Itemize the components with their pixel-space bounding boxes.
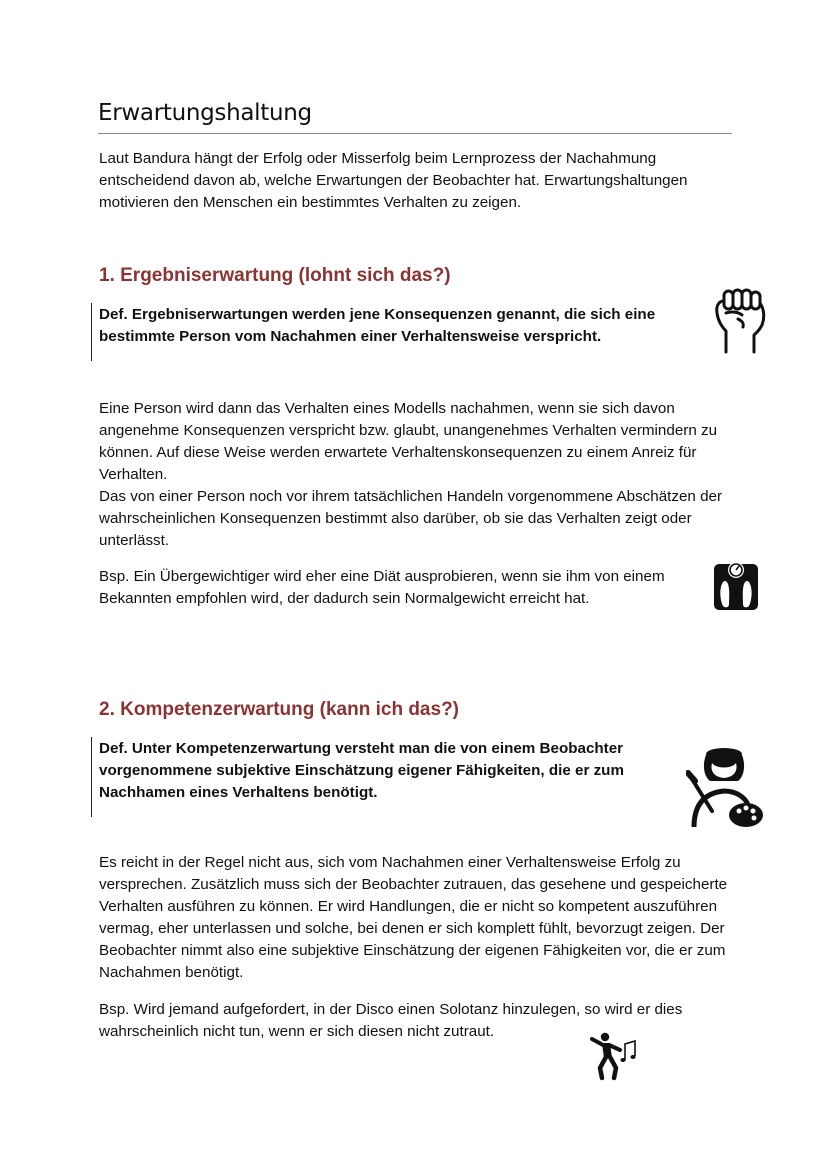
example-kompetenzerwartung: Bsp. Wird jemand aufgefordert, in der Disco einen Solotanz hinzulegen, so wird er dies wahrscheinlich nicht tun, wenn er sich diesen nicht zutraut. bbox=[99, 1001, 683, 1040]
definition-ergebniserwartung: Def. Ergebniserwartungen werden jene Konsequenzen genannt, die sich eine bestimmte Person vom Nachahmen einer Verhaltensweise verspricht. bbox=[99, 306, 656, 345]
dancer-icon bbox=[588, 1032, 638, 1082]
definition-kompetenzerwartung: Def. Unter Kompetenzerwartung versteht man die von einem Beobachter vorgenommene subjektive Einschätzung eigener Fähigkeiten, die er zum Nachhamen eines Verhaltens benötigt. bbox=[99, 740, 624, 801]
section-heading-ergebniserwartung: 1. Ergebniserwartung (lohnt sich das?) bbox=[99, 265, 451, 286]
definition-bar bbox=[91, 303, 92, 361]
page-title: Erwartungshaltung bbox=[98, 100, 312, 126]
intro-paragraph: Laut Bandura hängt der Erfolg oder Misserfolg beim Lernprozess der Nachahmung entscheidend davon ab, welche Erwartungen der Beobachter hat. Erwartungshaltungen motivieren den Menschen ein bestimmtes Verhalten zu zeigen. bbox=[99, 150, 688, 211]
raised-fist-icon bbox=[712, 287, 768, 355]
example-ergebniserwartung: Bsp. Ein Übergewichtiger wird eher eine Diät ausprobieren, wenn sie ihm von einem Bekannten empfohlen wird, der dadurch sein Normalgewicht erreicht hat. bbox=[99, 568, 665, 607]
body2-ergebniserwartung: Das von einer Person noch vor ihrem tatsächlichen Handeln vorgenommene Abschätzen der wahrscheinlichen Konsequenzen bestimmt also darüber, ob sie das Verhalten zeigt oder unterlässt. bbox=[99, 488, 723, 549]
bathroom-scale-icon bbox=[713, 560, 759, 612]
definition-bar bbox=[91, 737, 92, 817]
painter-icon bbox=[686, 745, 764, 829]
body-kompetenzerwartung: Es reicht in der Regel nicht aus, sich vom Nachahmen einer Verhaltensweise Erfolg zu versprechen. Zusätzlich muss sich der Beobachter zutrauen, das gesehene und gespeicherte Verhalten ausführen zu können. Er wird Handlungen, die er nicht so kompetent auszuführen vermag, eher unterlassen und solche, bei denen er sich komplett fühlt, bevorzugt zeigen. Der Beobachter nimmt also eine subjektive Einschätzung der eigenen Fähigkeiten vor, die er zum Nachahmen benötigt. bbox=[99, 854, 728, 981]
section-heading-kompetenzerwartung: 2. Kompetenzerwartung (kann ich das?) bbox=[99, 699, 459, 720]
title-divider bbox=[98, 133, 732, 134]
body-ergebniserwartung: Eine Person wird dann das Verhalten eines Modells nachahmen, wenn sie sich davon angenehme Konsequenzen verspricht bzw. glaubt, unangenehmes Verhalten vermindern zu können. Auf diese Weise werden erwartete Verhaltenskonsequenzen zu einem Anreiz für Verhalten. bbox=[99, 400, 718, 483]
